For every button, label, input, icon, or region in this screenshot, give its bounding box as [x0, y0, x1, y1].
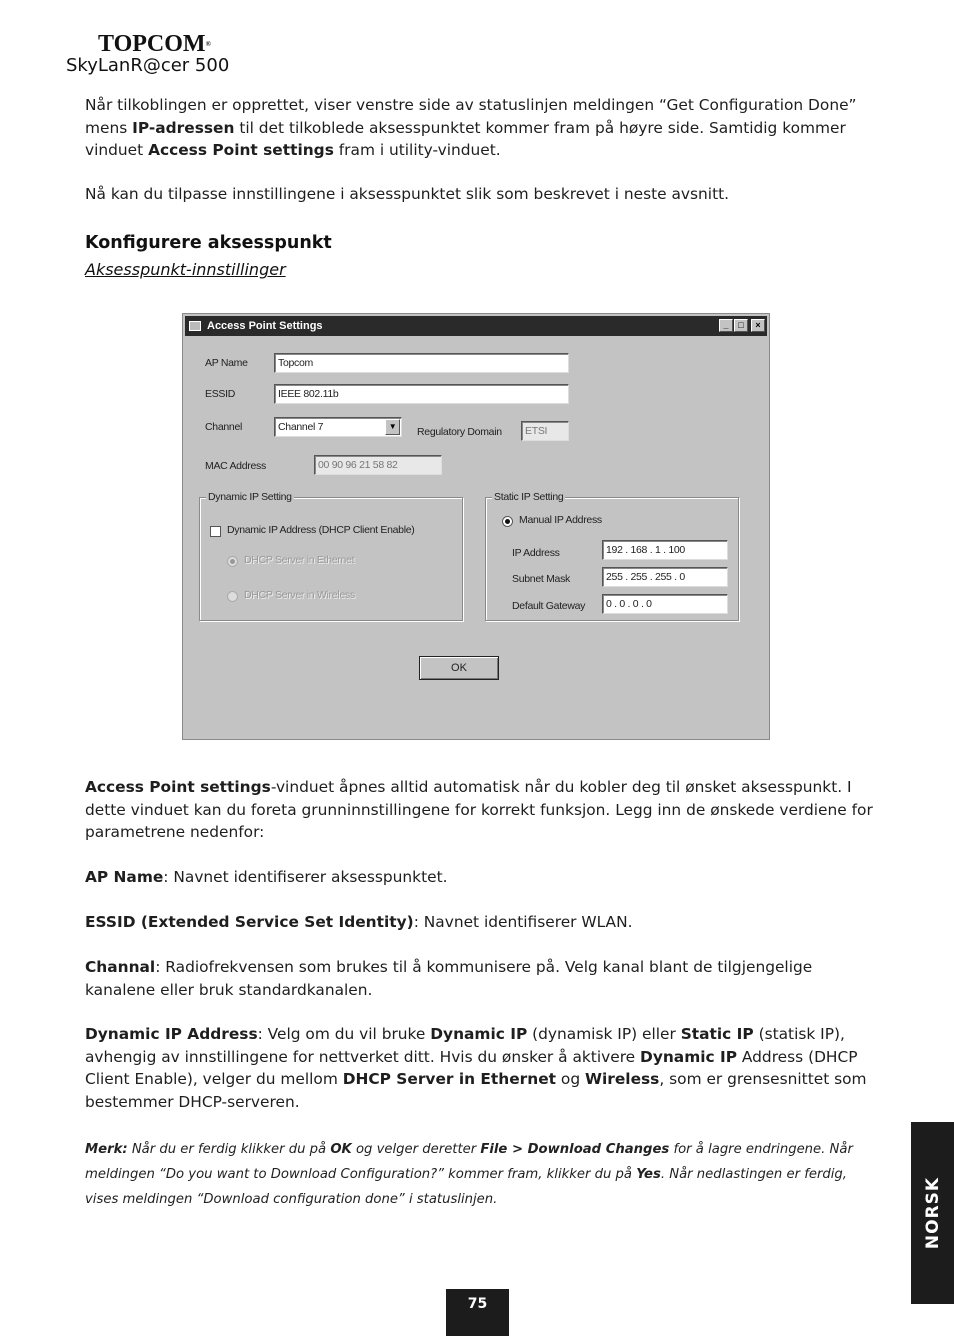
product-name: SkyLanR@cer 500: [66, 55, 230, 76]
subnet-mask-label: Subnet Mask: [512, 573, 570, 585]
essid-input[interactable]: IEEE 802.11b: [274, 384, 569, 404]
channel-select[interactable]: [274, 417, 402, 437]
window-icon: [189, 321, 201, 331]
channel-value: Channel 7: [278, 421, 324, 433]
topcom-logo: [98, 31, 211, 57]
minimize-button[interactable]: _: [719, 319, 733, 332]
ap-name-input[interactable]: Topcom: [274, 353, 569, 373]
subnet-mask-input[interactable]: 255 . 255 . 255 . 0: [602, 567, 728, 587]
trademark-mark: ®: [205, 40, 211, 48]
dynamic-ip-group: [199, 491, 463, 621]
dynamic-ip-group-title: Dynamic IP Setting: [208, 491, 292, 503]
access-point-settings-dialog: [182, 313, 770, 740]
ap-name-paragraph: AP Name: Navnet identifiserer aksesspunktet.: [85, 868, 448, 886]
channel-paragraph: Channal: Radiofrekvensen som brukes til å kommunisere på. Velg kanal blant de tilgjengelige kanalene eller bruk standardkanalen.: [85, 958, 813, 999]
ap-name-label: AP Name: [205, 357, 248, 369]
ok-button[interactable]: OK: [419, 656, 499, 680]
dynamic-ip-checkbox-label: Dynamic IP Address (DHCP Client Enable): [227, 524, 415, 536]
close-button[interactable]: ×: [751, 319, 765, 332]
essid-paragraph: ESSID (Extended Service Set Identity): Navnet identifiserer WLAN.: [85, 913, 633, 931]
maximize-button[interactable]: □: [734, 319, 748, 332]
mac-address-field: 00 90 96 21 58 82: [314, 455, 442, 475]
dhcp-ethernet-radio[interactable]: [227, 556, 238, 567]
static-ip-group-title: Static IP Setting: [494, 491, 564, 503]
language-tab-label: NORSK: [922, 1176, 943, 1250]
manual-ip-radio[interactable]: [502, 516, 513, 527]
dhcp-ethernet-label: DHCP Server in Ethernet: [244, 554, 355, 566]
dhcp-wireless-label: DHCP Server in Wireless: [244, 589, 355, 601]
ip-address-input[interactable]: 192 . 168 . 1 . 100: [602, 540, 728, 560]
section-heading: Konfigurere aksesspunkt: [85, 233, 332, 253]
static-ip-group: [485, 491, 739, 621]
default-gateway-input[interactable]: 0 . 0 . 0 . 0: [602, 594, 728, 614]
dhcp-wireless-radio[interactable]: [227, 591, 238, 602]
regulatory-domain-label: Regulatory Domain: [417, 426, 502, 438]
access-point-settings-paragraph: Access Point settings-vinduet åpnes alltid automatisk når du kobler deg til ønsket aksesspunkt. I dette vinduet kan du foreta grunninnstillingene for korrekt funksjon. Legg inn de ønskede verdiene for parametrene nedenfor:: [85, 778, 873, 841]
chevron-down-icon[interactable]: ▼: [385, 419, 400, 435]
intro-paragraph-2: Nå kan du tilpasse innstillingene i aksesspunktet slik som beskrevet i neste avsnitt.: [85, 185, 730, 203]
dynamic-ip-paragraph: Dynamic IP Address: Velg om du vil bruke Dynamic IP (dynamisk IP) eller Static IP (statisk IP), avhengig av innstillingene for nettverket ditt. Hvis du ønsker å aktivere Dynamic IP Address (DHCP Client Enable), velger du mellom DHCP Server in Ethernet og Wireless, som er grensesnittet som bestemmer DHCP-serveren.: [85, 1025, 867, 1111]
logo-text: TOPCOM: [98, 31, 206, 57]
language-tab: [911, 1122, 954, 1304]
regulatory-domain-field: ETSI: [521, 421, 569, 441]
ip-address-label: IP Address: [512, 547, 560, 559]
essid-label: ESSID: [205, 388, 236, 400]
dynamic-ip-checkbox[interactable]: [210, 526, 221, 537]
note-paragraph: Merk: Når du er ferdig klikker du på OK og velger deretter File > Download Changes for å lagre endringene. Når meldingen “Do you want to Download Configuration?” kommer fram, klikker du på Yes. Når nedlastingen er ferdig, vises meldingen “Download configuration done” i statuslinjen.: [85, 1142, 853, 1207]
section-subheading: Aksesspunkt-innstillinger: [85, 260, 286, 279]
dialog-titlebar: [185, 316, 767, 336]
manual-ip-label: Manual IP Address: [519, 514, 602, 526]
default-gateway-label: Default Gateway: [512, 600, 586, 612]
dialog-title: Access Point Settings: [207, 320, 323, 332]
channel-label: Channel: [205, 421, 243, 433]
mac-address-label: MAC Address: [205, 460, 266, 472]
page-number: 75: [446, 1289, 509, 1336]
intro-paragraph-1: Når tilkoblingen er opprettet, viser venstre side av statuslinjen meldingen “Get Configuration Done” mens IP-adressen til det tilkoblede aksesspunktet kommer fram på høyre side. Samtidig kommer vinduet Access Point settings fram i utility-vinduet.: [85, 96, 857, 159]
